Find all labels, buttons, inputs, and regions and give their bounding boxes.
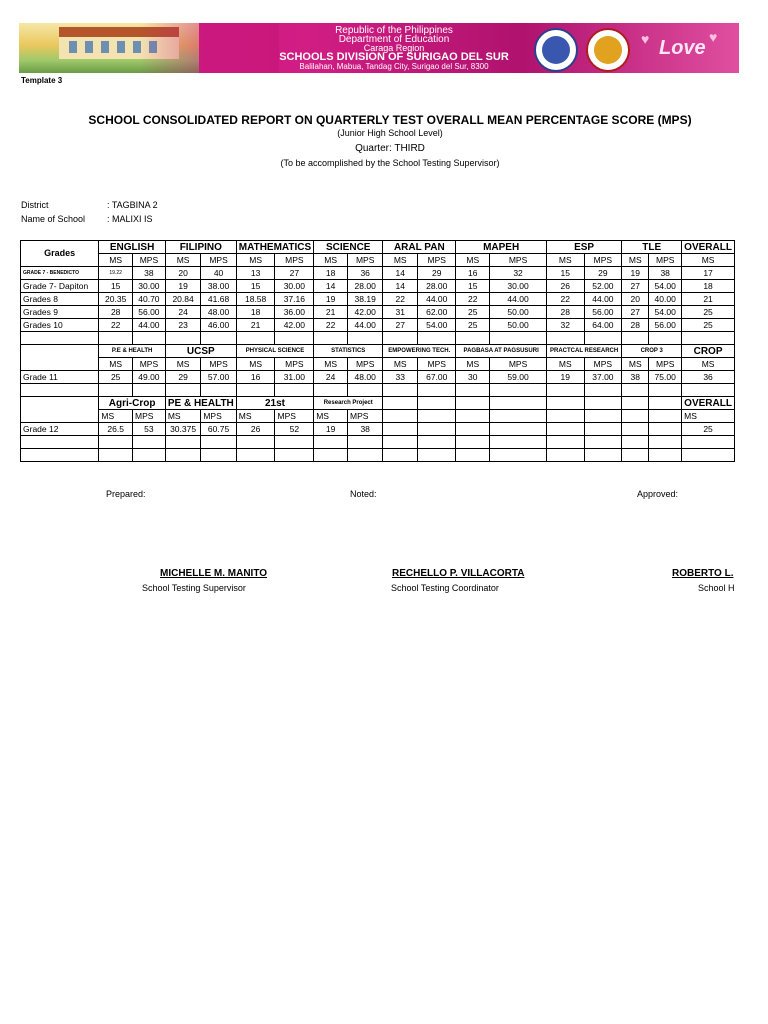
score-cell: 44.00 (132, 319, 165, 332)
grade-label: Grades 9 (21, 306, 99, 319)
score-cell: 20.35 (99, 293, 133, 306)
mps-header: MPS (132, 410, 165, 423)
report-title: SCHOOL CONSOLIDATED REPORT ON QUARTERLY TEST OVERALL MEAN PERCENTAGE SCORE (MPS) (88, 113, 692, 127)
report-instruction: (To be accomplished by the School Testing Supervisor) (280, 158, 500, 168)
subject-header: EMPOWERING TECH. (383, 345, 456, 358)
ms-header: MS (236, 410, 275, 423)
mps-header: MPS (275, 358, 314, 371)
mps-header: MPS (418, 254, 456, 267)
score-cell: 22 (456, 293, 490, 306)
score-cell: 37.16 (275, 293, 314, 306)
score-cell: 18.58 (236, 293, 275, 306)
score-cell: 20 (622, 293, 649, 306)
ms-header: MS (99, 410, 133, 423)
score-cell: 30.00 (490, 280, 547, 293)
score-cell: 62.00 (418, 306, 456, 319)
approved-by-name: ROBERTO L. (672, 568, 734, 579)
score-cell: 54.00 (649, 280, 682, 293)
ms-header: MS (456, 254, 490, 267)
score-cell: 21 (682, 293, 735, 306)
score-cell: 41.68 (201, 293, 236, 306)
score-cell: 30.00 (275, 280, 314, 293)
subject-header: SCIENCE (314, 241, 383, 254)
score-cell: 18 (682, 280, 735, 293)
score-cell: 19 (546, 371, 584, 384)
score-cell: 30 (456, 371, 490, 384)
mps-header: MPS (348, 254, 383, 267)
score-cell: 38.00 (201, 280, 236, 293)
score-cell: 36.00 (275, 306, 314, 319)
score-cell: 27 (383, 319, 418, 332)
grade-label: GRADE 7 - BENEDICTO (21, 267, 99, 280)
score-cell: 15 (546, 267, 584, 280)
score-cell: 75.00 (649, 371, 682, 384)
score-cell: 40 (201, 267, 236, 280)
ms-header: MS (456, 358, 490, 371)
score-cell: 28.00 (348, 280, 383, 293)
score-cell: 17 (682, 267, 735, 280)
ms-header: MS (236, 254, 275, 267)
score-cell: 30.00 (132, 280, 165, 293)
approved-by-role: School H (698, 583, 735, 593)
subject-header: TLE (622, 241, 682, 254)
score-cell: 26 (546, 280, 584, 293)
ms-header: MS (682, 410, 735, 423)
score-cell: 15 (456, 280, 490, 293)
score-cell: 21 (236, 319, 275, 332)
mps-header: MPS (201, 254, 236, 267)
score-cell: 67.00 (418, 371, 456, 384)
ms-header: MS (165, 410, 200, 423)
subject-header: OVERALL (682, 397, 735, 410)
subject-header: ARAL PAN (383, 241, 456, 254)
score-cell: 31 (383, 306, 418, 319)
score-cell: 64.00 (584, 319, 622, 332)
ms-header: MS (682, 254, 735, 267)
score-cell: 22 (546, 293, 584, 306)
heart-icon: ♥ (709, 29, 718, 45)
score-cell: 50.00 (490, 306, 547, 319)
score-cell: 19 (314, 423, 348, 436)
score-cell: 38 (649, 267, 682, 280)
banner-line-2: Department of Education (338, 34, 450, 45)
score-cell: 38 (348, 423, 383, 436)
score-cell: 32 (490, 267, 547, 280)
score-cell: 27 (275, 267, 314, 280)
score-cell: 37.00 (584, 371, 622, 384)
subject-header: 21st (236, 397, 313, 410)
score-cell: 25 (456, 306, 490, 319)
score-cell: 38 (132, 267, 165, 280)
score-cell: 31.00 (275, 371, 314, 384)
banner-line-5: Balilahan, Mabua, Tandag City, Surigao del Sur, 8300 (299, 62, 489, 71)
score-cell: 42.00 (275, 319, 314, 332)
mps-header: MPS (584, 254, 622, 267)
score-cell: 59.00 (490, 371, 547, 384)
score-cell: 33 (383, 371, 418, 384)
score-cell: 15 (236, 280, 275, 293)
prepared-by-name: MICHELLE M. MANITO (160, 568, 268, 579)
score-cell: 27 (622, 280, 649, 293)
score-cell: 28 (622, 319, 649, 332)
ms-header: MS (314, 254, 348, 267)
mps-header: MPS (348, 358, 383, 371)
score-cell: 54.00 (649, 306, 682, 319)
score-cell: 14 (314, 280, 348, 293)
ms-header: MS (622, 254, 649, 267)
score-cell: 18 (314, 267, 348, 280)
score-cell: 36 (682, 371, 735, 384)
score-cell: 20 (165, 267, 200, 280)
prepared-by-role: School Testing Supervisor (142, 583, 246, 593)
subject-header: OVERALL (682, 241, 735, 254)
ms-header: MS (314, 358, 348, 371)
score-cell: 54.00 (418, 319, 456, 332)
score-cell: 49.00 (132, 371, 165, 384)
subject-header: PE & HEALTH (165, 397, 236, 410)
ms-header: MS (99, 254, 133, 267)
subject-header: PAGBASA AT PAGSUSURI (456, 345, 547, 358)
score-cell: 25 (99, 371, 133, 384)
district-value: : TAGBINA 2 (107, 200, 158, 210)
score-cell: 48.00 (348, 371, 383, 384)
template-label: Template 3 (21, 76, 63, 85)
ms-header: MS (546, 254, 584, 267)
score-cell: 36 (348, 267, 383, 280)
ms-header: MS (383, 358, 418, 371)
score-cell: 30.375 (165, 423, 200, 436)
ms-header: MS (165, 254, 200, 267)
score-cell: 19 (165, 280, 200, 293)
score-cell: 32 (546, 319, 584, 332)
mps-header: MPS (584, 358, 622, 371)
score-cell: 44.00 (584, 293, 622, 306)
score-cell: 56.00 (132, 306, 165, 319)
subject-header: FILIPINO (165, 241, 236, 254)
ms-header: MS (682, 358, 735, 371)
subject-header: MAPEH (456, 241, 547, 254)
score-cell: 56.00 (584, 306, 622, 319)
score-cell: 56.00 (649, 319, 682, 332)
score-cell: 25 (456, 319, 490, 332)
ms-header: MS (165, 358, 200, 371)
ms-header: MS (546, 358, 584, 371)
score-cell: 38.19 (348, 293, 383, 306)
subject-header: ENGLISH (99, 241, 165, 254)
subject-header: PRACTCAL RESEARCH (546, 345, 621, 358)
banner-line-3: Caraga Region (363, 43, 425, 53)
heart-icon: ♥ (641, 31, 650, 47)
subject-header: Research Project (314, 397, 383, 410)
mps-header: MPS (490, 254, 547, 267)
score-cell: 44.00 (490, 293, 547, 306)
banner-line-1: Republic of the Philippines (335, 25, 453, 36)
grade-label: Grade 12 (21, 423, 99, 436)
mps-header: MPS (649, 254, 682, 267)
subject-header: Agri-Crop (99, 397, 165, 410)
subject-header: STATISTICS (314, 345, 383, 358)
score-cell: 50.00 (490, 319, 547, 332)
ms-header: MS (99, 358, 133, 371)
score-cell: 18 (236, 306, 275, 319)
grades-header: Grades (21, 241, 99, 267)
mps-header: MPS (275, 410, 314, 423)
noted-label: Noted: (350, 489, 377, 499)
score-cell: 20.84 (165, 293, 200, 306)
score-cell: 27 (622, 306, 649, 319)
score-cell: 26.5 (99, 423, 133, 436)
score-cell: 19 (622, 267, 649, 280)
banner-line-4: SCHOOLS DIVISION OF SURIGAO DEL SUR (279, 51, 509, 63)
score-cell: 29 (584, 267, 622, 280)
score-cell: 22 (383, 293, 418, 306)
score-cell: 23 (165, 319, 200, 332)
mps-header: MPS (275, 254, 314, 267)
love-logo: Love (659, 37, 706, 59)
score-cell: 29 (418, 267, 456, 280)
grade-label: Grade 11 (21, 371, 99, 384)
report-level: (Junior High School Level) (337, 128, 443, 138)
score-cell: 29 (165, 371, 200, 384)
score-cell: 42.00 (348, 306, 383, 319)
ms-header: MS (236, 358, 275, 371)
score-cell: 40.70 (132, 293, 165, 306)
ms-header: MS (314, 410, 348, 423)
score-cell: 52 (275, 423, 314, 436)
school-value: : MALIXI IS (107, 214, 153, 224)
score-cell: 25 (682, 306, 735, 319)
ms-header: MS (622, 358, 649, 371)
mps-header: MPS (132, 358, 165, 371)
subject-header: CROP (682, 345, 735, 358)
score-cell: 28 (99, 306, 133, 319)
district-label: District (21, 200, 49, 210)
score-cell: 16 (236, 371, 275, 384)
subject-header: PHYSICAL SCIENCE (236, 345, 313, 358)
score-cell: 48.00 (201, 306, 236, 319)
score-cell: 60.75 (201, 423, 236, 436)
mps-header: MPS (348, 410, 383, 423)
score-cell: 22 (99, 319, 133, 332)
subject-header: P.E & HEALTH (99, 345, 165, 358)
mps-header: MPS (649, 358, 682, 371)
mps-header: MPS (132, 254, 165, 267)
mps-header: MPS (201, 358, 236, 371)
subject-header: ESP (546, 241, 621, 254)
score-cell: 14 (383, 267, 418, 280)
score-cell: 19.22 (99, 267, 133, 280)
score-cell: 26 (236, 423, 275, 436)
score-cell: 28.00 (418, 280, 456, 293)
noted-by-name: RECHELLO P. VILLACORTA (392, 568, 525, 579)
score-cell: 40.00 (649, 293, 682, 306)
score-cell: 19 (314, 293, 348, 306)
score-cell: 14 (383, 280, 418, 293)
mps-header: MPS (490, 358, 547, 371)
subject-header: UCSP (165, 345, 236, 358)
score-cell: 24 (314, 371, 348, 384)
mps-header: MPS (201, 410, 236, 423)
noted-by-role: School Testing Coordinator (391, 583, 499, 593)
score-cell: 44.00 (418, 293, 456, 306)
prepared-label: Prepared: (106, 489, 146, 499)
score-cell: 44.00 (348, 319, 383, 332)
grade-label: Grade 7- Dapiton (21, 280, 99, 293)
mps-header: MPS (418, 358, 456, 371)
score-cell: 52.00 (584, 280, 622, 293)
score-cell: 57.00 (201, 371, 236, 384)
school-label: Name of School (21, 214, 86, 224)
score-cell: 15 (99, 280, 133, 293)
score-cell: 22 (314, 319, 348, 332)
report-quarter: Quarter: THIRD (355, 143, 425, 154)
ms-header: MS (383, 254, 418, 267)
grade-label: Grades 10 (21, 319, 99, 332)
subject-header: CROP 3 (622, 345, 682, 358)
score-cell: 38 (622, 371, 649, 384)
score-cell: 13 (236, 267, 275, 280)
subject-header: MATHEMATICS (236, 241, 313, 254)
score-cell: 25 (682, 423, 735, 436)
score-cell: 46.00 (201, 319, 236, 332)
score-cell: 53 (132, 423, 165, 436)
score-cell: 21 (314, 306, 348, 319)
score-cell: 25 (682, 319, 735, 332)
score-cell: 24 (165, 306, 200, 319)
approved-label: Approved: (637, 489, 679, 499)
score-cell: 28 (546, 306, 584, 319)
score-cell: 16 (456, 267, 490, 280)
grade-label: Grades 8 (21, 293, 99, 306)
